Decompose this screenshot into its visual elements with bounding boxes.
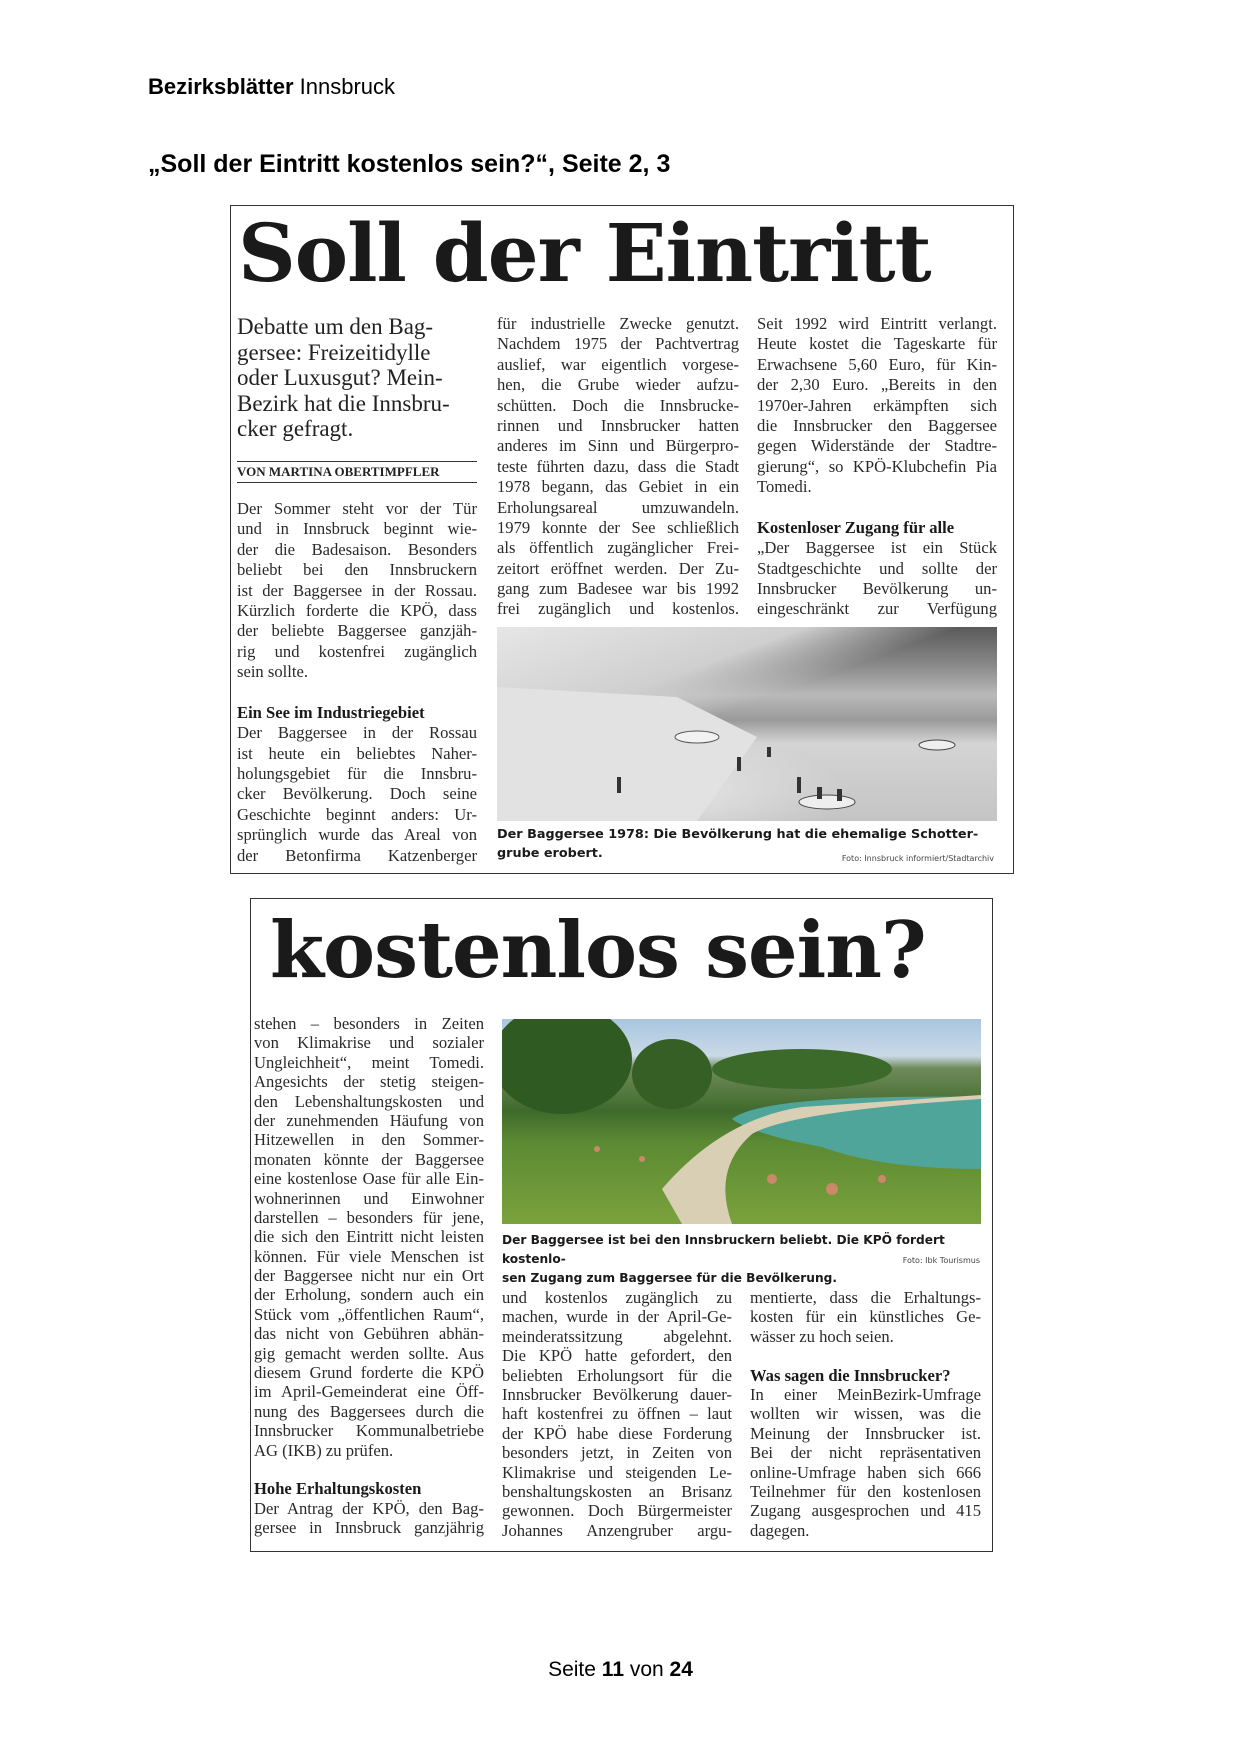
text-line: gersee in Innsbruck ganzjährig (254, 1518, 484, 1538)
clip2-column-3 (750, 1288, 981, 1540)
total-pages: 24 (669, 1658, 693, 1681)
text-line: den Lebenshaltungskosten und (254, 1091, 484, 1111)
text-line: besonders jetzt, in Zeiten von (502, 1443, 732, 1463)
text-line: Hitzewellen in den Sommer- (254, 1130, 484, 1150)
text-line: Bei der nicht repräsentativen (750, 1443, 981, 1463)
clipping-headline-2: kostenlos sein? (270, 905, 926, 996)
text-line: haft kostenfrei zu öffnen – laut (502, 1404, 732, 1424)
text-line: der 2,30 Euro. „Bereits in den (757, 375, 997, 395)
text-line: gewonnen. Doch Bürgermeister (502, 1501, 732, 1521)
byline: VON MARTINA OBERTIMPFLER (237, 461, 477, 483)
text-line: Die KPÖ hatte gefordert, den (502, 1346, 732, 1366)
baggersee-1978-photo (497, 627, 997, 821)
baggersee-summer-photo (502, 1019, 981, 1224)
text-line: hen, die Grube wieder aufzu- (497, 375, 739, 395)
page-of-label: von (629, 1658, 664, 1681)
text-line: darstellen – besonders für jene, (254, 1207, 484, 1227)
text-line: die sich den Eintritt nicht leisten (254, 1227, 484, 1247)
text-line: Erwachsene 5,60 Euro, für Kin- (757, 354, 997, 374)
text-line: Innsbrucker Bevölkerung dauer- (502, 1384, 732, 1404)
deck-line: oder Luxusgut? Mein- (237, 365, 443, 390)
photo-credit-1: Foto: Innsbruck informiert/Stadtarchiv (841, 854, 994, 863)
page-number (0, 1658, 1241, 1682)
text-line: wässer zu hoch seien. (750, 1326, 894, 1346)
text-line: wollten wir wissen, was die (750, 1404, 981, 1424)
text-line: Geschichte beginnt anders: Ur- (237, 804, 477, 824)
text-line: AG (IKB) zu prüfen. (254, 1440, 394, 1460)
text-line: cker Bevölkerung. Doch seine (237, 784, 477, 804)
text-line: Der Baggersee in der Rossau (237, 723, 477, 743)
clip1-column-3 (757, 314, 997, 620)
text-line: ist der Baggersee in der Rossau. (237, 580, 477, 600)
clipping-headline-1: Soll der Eintritt (238, 206, 931, 300)
text-line: frei zugänglich und kostenlos. (497, 599, 739, 619)
spacer (254, 1460, 484, 1479)
text-line: können. Für viele Menschen ist (254, 1246, 484, 1266)
deck-line: cker gefragt. (237, 416, 354, 441)
text-line: eingeschränkt zur Verfügung (757, 599, 997, 619)
text-line: zeitort eröffnet werden. Der Zu- (497, 558, 739, 578)
caption-line: sen Zugang zum Baggersee für die Bevölkerung. (502, 1271, 837, 1285)
text-line: Angesichts der stetig steigen- (254, 1072, 484, 1092)
text-line: und in Innsbruck beginnt wie- (237, 519, 477, 539)
text-line: gegen Widerstände der Stadtre- (757, 436, 997, 456)
text-line: monaten könnte der Baggersee (254, 1149, 484, 1169)
text-line: im April-Gemeinderat eine Öff- (254, 1382, 484, 1402)
section-heading: Kostenloser Zugang für alle (757, 517, 955, 537)
text-line: und kostenlos zugänglich zu (502, 1288, 732, 1307)
text-line: meinderatssitzung abgelehnt. (502, 1326, 732, 1346)
text-line: für industrielle Zwecke genutzt. (497, 314, 739, 333)
text-line: Stadtgeschichte und sollte der (757, 558, 997, 578)
section-heading: Hohe Erhaltungskosten (254, 1479, 422, 1499)
text-line: diesem Grund forderte die KPÖ (254, 1363, 484, 1383)
text-line: das nicht von Gebühren abhän- (254, 1324, 484, 1344)
deck-line: gersee: Freizeitidylle (237, 339, 431, 365)
text-line: 1970er-Jahren erkämpften sich (757, 395, 997, 415)
text-line: eine kostenlose Oase für alle Ein- (254, 1169, 484, 1189)
text-line: Erholungsareal umzuwandeln. (497, 497, 739, 517)
text-line: gig gemacht werden sollte. Aus (254, 1343, 484, 1363)
text-line: dagegen. (750, 1520, 810, 1540)
article-reference: „Soll der Eintritt kostenlos sein?“, Seite 2, 3 (148, 150, 671, 178)
text-line: Der Antrag der KPÖ, den Bag- (254, 1498, 484, 1518)
text-line: benshaltungskosten an Brisanz (502, 1481, 732, 1501)
text-line: mentierte, dass die Erhaltungs- (750, 1288, 981, 1307)
spacer (757, 498, 997, 518)
text-line: sprünglich wurde das Areal von (237, 825, 477, 845)
text-line: schütten. Doch die Innsbrucke- (497, 395, 739, 415)
text-line: Meinung der Innsbrucker ist. (750, 1423, 981, 1443)
article-deck (237, 314, 477, 442)
text-line: gierung“, so KPÖ-Klubchefin Pia (757, 456, 997, 476)
text-line: Tomedi. (757, 477, 812, 497)
deck-line: Debatte um den Bag- (237, 314, 434, 339)
text-line: nung des Baggersees durch die (254, 1401, 484, 1421)
text-line: Ungleichheit“, meint Tomedi. (254, 1052, 484, 1072)
text-line: beliebt bei den Innsbruckern (237, 560, 477, 580)
text-line: der Betonfirma Katzenberger (237, 845, 477, 865)
text-line: Heute kostet die Tageskarte für (757, 334, 997, 354)
caption-line: Der Baggersee ist bei den Innsbruckern beliebt. Die KPÖ fordert kostenlo- (502, 1233, 945, 1266)
text-line: rig und kostenfrei zugänglich (237, 641, 477, 661)
text-line: Zugang ausgesprochen und 415 (750, 1501, 981, 1521)
spacer (750, 1346, 981, 1365)
text-line: kosten für ein künstliches Ge- (750, 1307, 981, 1327)
text-line: von Klimakrise und sozialer (254, 1033, 484, 1053)
text-line: beliebten Erholungsort für die (502, 1365, 732, 1385)
text-line: Teilnehmer für den kostenlosen (750, 1481, 981, 1501)
text-line: 1978 begann, das Gebiet in ein (497, 477, 739, 497)
brand-name: Bezirksblätter (148, 74, 294, 99)
spacer (237, 683, 477, 703)
text-line: anderes im Sinn und Bürgerpro- (497, 436, 739, 456)
text-line: Seit 1992 wird Eintritt verlangt. (757, 314, 997, 333)
text-line: Nachdem 1975 der Pachtvertrag (497, 334, 739, 354)
text-line: 1979 konnte der See schließlich (497, 517, 739, 537)
text-line: gang zum Badesee war bis 1992 (497, 579, 739, 599)
text-line: der zunehmenden Häufung von (254, 1110, 484, 1130)
clip2-column-2 (502, 1288, 732, 1540)
clip1-column-2 (497, 314, 739, 620)
photo-credit-2: Foto: Ibk Tourismus (902, 1256, 980, 1265)
text-line: Innsbrucker Kommunalbetriebe (254, 1421, 484, 1441)
clip1-column-1 (237, 499, 477, 866)
text-line: der KPÖ habe diese Forderung (502, 1423, 732, 1443)
text-line: der Baggersee nicht nur ein Ort (254, 1266, 484, 1286)
text-line: die Innsbrucker den Baggersee (757, 415, 997, 435)
page-label: Seite (548, 1658, 596, 1681)
deck-line: Bezirk hat die Innsbru- (237, 390, 450, 416)
text-line: teste führten dazu, dass die Stadt (497, 456, 739, 476)
text-line: wohnerinnen und Einwohner (254, 1188, 484, 1208)
text-line: Klimakrise und steigenden Le- (502, 1462, 732, 1482)
text-line: machen, wurde in der April-Ge- (502, 1307, 732, 1327)
document-header (148, 74, 395, 100)
current-page: 11 (601, 1658, 624, 1681)
text-line: ist heute ein beliebtes Naher- (237, 743, 477, 763)
photo-lake-meadow (502, 1019, 981, 1224)
text-line: als öffentlich zugänglicher Frei- (497, 538, 739, 558)
text-line: sein sollte. (237, 662, 308, 682)
text-line: stehen – besonders in Zeiten (254, 1014, 484, 1033)
caption-line: grube erobert. (497, 846, 603, 861)
text-line: Der Sommer steht vor der Tür (237, 499, 477, 518)
text-line: Kürzlich forderte die KPÖ, dass (237, 600, 477, 620)
text-line: online-Umfrage haben sich 666 (750, 1462, 981, 1482)
text-line: auslief, war eigentlich vorgese- (497, 354, 739, 374)
caption-line: Der Baggersee 1978: Die Bevölkerung hat die ehemalige Schotter- (497, 827, 979, 842)
photo-people-boats (497, 627, 997, 821)
clip2-column-1 (254, 1014, 484, 1538)
text-line: der Erholung, sondern auch ein (254, 1285, 484, 1305)
section-heading: Ein See im Industriegebiet (237, 702, 425, 722)
text-line: rinnen und Innsbrucker hatten (497, 415, 739, 435)
section-heading: Was sagen die Innsbrucker? (750, 1365, 951, 1385)
text-line: der beliebte Baggersee ganzjäh- (237, 621, 477, 641)
text-line: In einer MeinBezirk-Umfrage (750, 1384, 981, 1404)
text-line: Innsbrucker Bevölkerung un- (757, 579, 997, 599)
text-line: der die Badesaison. Besonders (237, 539, 477, 559)
text-line: „Der Baggersee ist ein Stück (757, 538, 997, 558)
text-line: Johannes Anzengruber argu- (502, 1520, 732, 1540)
text-line: holungsgebiet für die Innsbru- (237, 764, 477, 784)
brand-location: Innsbruck (299, 74, 396, 99)
text-line: Stück vom „öffentlichen Raum“, (254, 1304, 484, 1324)
